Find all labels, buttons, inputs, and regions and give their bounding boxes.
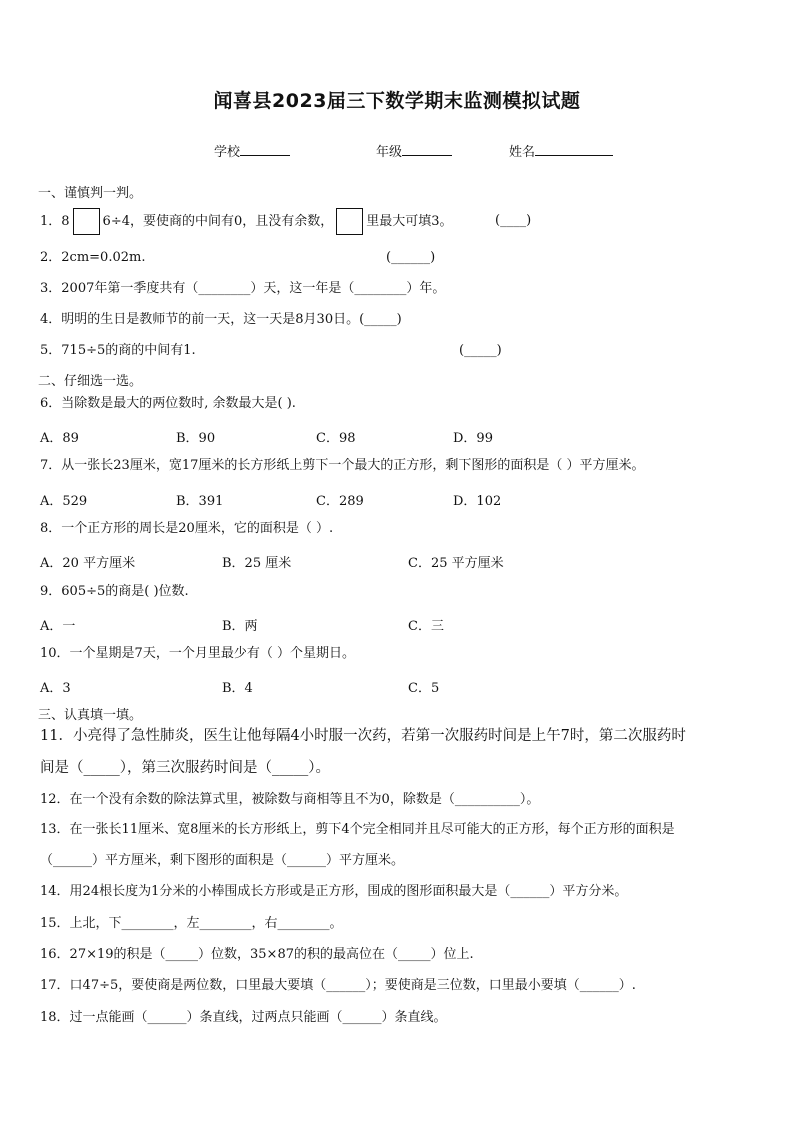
question-16: 16．27×19的积是（_____）位数，35×87的积的最高位在（_____）位上.	[40, 947, 474, 962]
question-3: 3．2007年第一季度共有（________）天，这一年是（________）年。	[40, 281, 446, 296]
school-blank[interactable]	[240, 143, 290, 156]
grade-label: 年级	[376, 145, 403, 160]
q8-option-c[interactable]: C．25 平方厘米	[408, 556, 504, 571]
question-17: 17．口47÷5，要使商是两位数，口里最大要填（______）；要使商是三位数，口里最小要填（______）.	[40, 978, 636, 993]
q9-option-c[interactable]: C．三	[408, 619, 444, 634]
page-title: 闻喜县2023届三下数学期末监测模拟试题	[213, 90, 581, 112]
name-field	[509, 141, 613, 160]
question-8: 8．一个正方形的周长是20厘米，它的面积是（ ）.	[40, 521, 334, 536]
name-blank[interactable]	[535, 143, 613, 156]
question-2-answer[interactable]: (______)	[386, 250, 436, 265]
question-13-line-2: （______）平方厘米，剩下图形的面积是（______）平方厘米。	[40, 853, 405, 868]
question-9: 9．605÷5的商是( )位数.	[40, 584, 189, 599]
q8-option-b[interactable]: B．25 厘米	[222, 556, 292, 571]
question-12: 12．在一个没有余数的除法算式里，被除数与商相等且不为0，除数是（__________）。	[40, 792, 540, 807]
question-13-line-1: 13．在一张长11厘米、宽8厘米的长方形纸上，剪下4个完全相同并且尽可能大的正方形，每个正方形的面积是	[40, 822, 675, 837]
question-4: 4．明明的生日是教师节的前一天，这一天是8月30日。(_____)	[40, 312, 402, 327]
question-10: 10．一个星期是7天，一个月里最少有（ ）个星期日。	[40, 646, 355, 661]
q6-option-a[interactable]: A．89	[40, 431, 79, 446]
q6-option-c[interactable]: C．98	[316, 431, 356, 446]
question-11-line-1: 11．小亮得了急性肺炎，医生让他每隔4小时服一次药，若第一次服药时间是上午7时，第二次服药时	[40, 728, 686, 744]
q10-option-c[interactable]: C．5	[408, 681, 440, 696]
school-label: 学校	[214, 145, 241, 160]
q7-option-a[interactable]: A．529	[40, 494, 88, 509]
question-1: 1．8 6÷4，要使商的中间有0，且没有余数， 里最大可填3。	[40, 208, 453, 235]
answer-box[interactable]	[336, 208, 363, 235]
question-1-answer[interactable]: (____)	[495, 213, 532, 228]
question-2: 2．2cm=0.02m.	[40, 250, 146, 265]
question-5-answer[interactable]: (_____)	[459, 343, 502, 358]
question-18: 18．过一点能画（______）条直线，过两点只能画（______）条直线。	[40, 1010, 447, 1025]
q10-option-a[interactable]: A．3	[40, 681, 71, 696]
question-15: 15．上北，下________，左________，右________。	[40, 916, 343, 931]
q10-option-b[interactable]: B．4	[222, 681, 253, 696]
section-1-heading: 一、谨慎判一判。	[38, 186, 143, 201]
name-label: 姓名	[509, 145, 536, 160]
question-6: 6．当除数是最大的两位数时, 余数最大是( ).	[40, 396, 296, 411]
q6-option-b[interactable]: B．90	[176, 431, 216, 446]
question-11-line-2: 间是（_____），第三次服药时间是（_____）。	[40, 760, 330, 776]
grade-field	[376, 141, 452, 160]
q9-option-a[interactable]: A．一	[40, 619, 76, 634]
grade-blank[interactable]	[402, 143, 452, 156]
section-2-heading: 二、仔细选一选。	[38, 374, 143, 389]
q8-option-a[interactable]: A．20 平方厘米	[40, 556, 136, 571]
section-3-heading: 三、认真填一填。	[38, 708, 143, 723]
q7-option-d[interactable]: D．102	[453, 494, 502, 509]
question-7: 7．从一张长23厘米，宽17厘米的长方形纸上剪下一个最大的正方形，剩下图形的面积是（ ）平方厘米。	[40, 458, 645, 473]
q9-option-b[interactable]: B．两	[222, 619, 258, 634]
q6-option-d[interactable]: D．99	[453, 431, 493, 446]
q7-option-c[interactable]: C．289	[316, 494, 364, 509]
question-14: 14．用24根长度为1分米的小棒围成长方形或是正方形，围成的图形面积最大是（______）平方分米。	[40, 884, 628, 899]
question-5: 5．715÷5的商的中间有1.	[40, 343, 196, 358]
school-field	[214, 141, 290, 160]
q7-option-b[interactable]: B．391	[176, 494, 224, 509]
answer-box[interactable]	[73, 208, 100, 235]
